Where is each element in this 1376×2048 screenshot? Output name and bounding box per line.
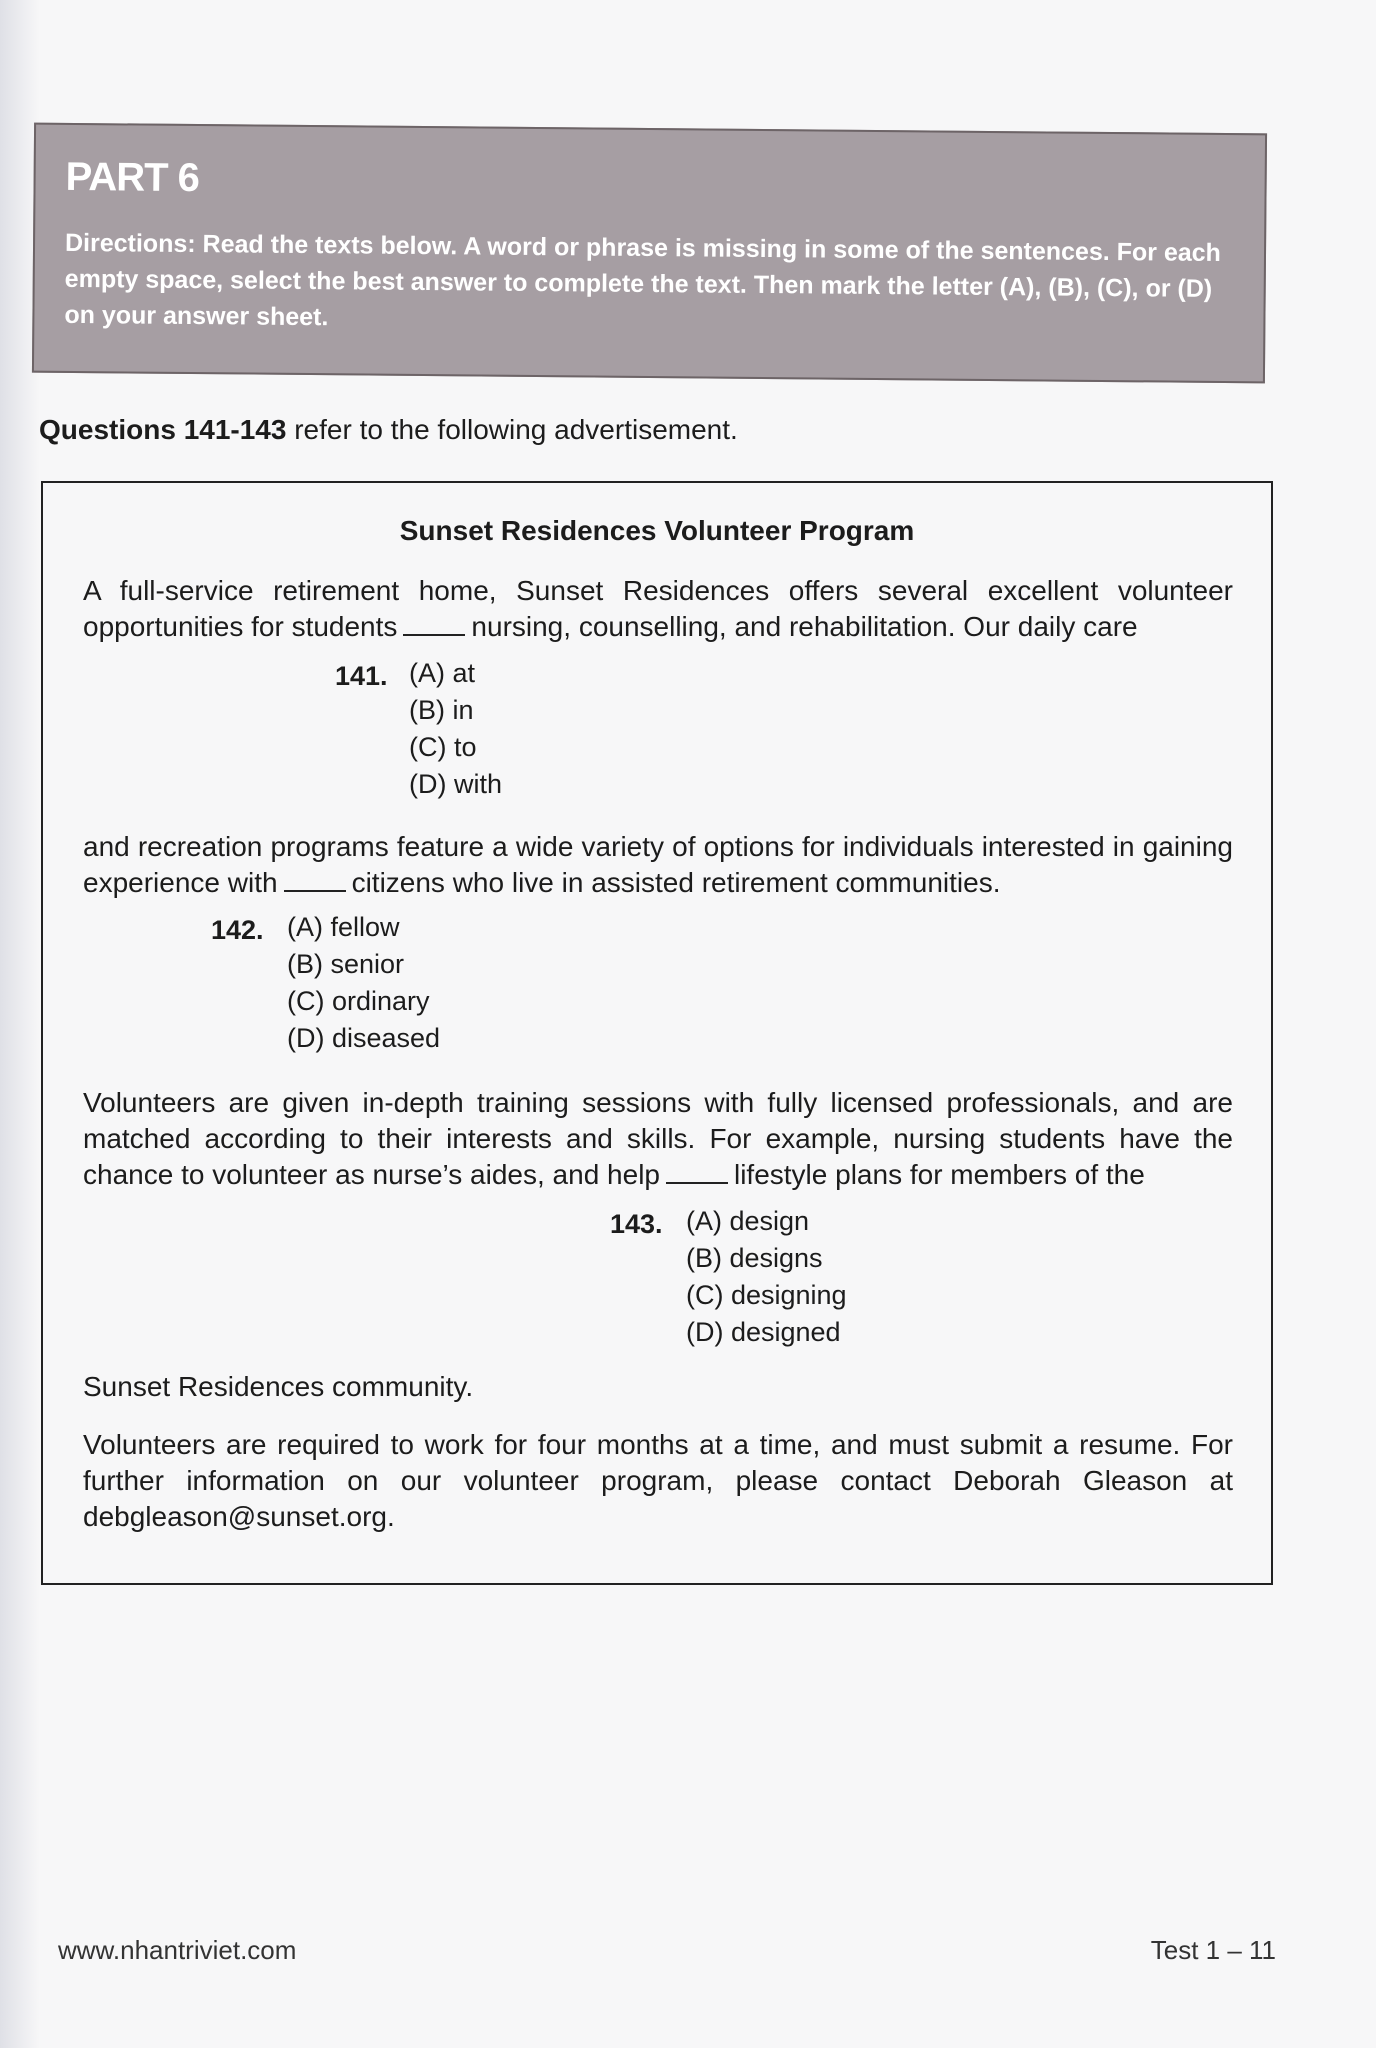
ad-title: Sunset Residences Volunteer Program <box>399 515 915 546</box>
option-d[interactable]: (D) with <box>409 769 502 799</box>
blank-141 <box>403 634 465 636</box>
p2-text: and recreation programs feature a wide variety of options for individuals interested in gaining experience with <box>83 831 1233 898</box>
part-title: PART 6 <box>65 154 200 201</box>
question-142-options <box>287 909 440 1057</box>
directions-text: Read the texts below. A word or phrase is missing in some of the sentences. For each empty space, select the best answer to complete the text. Then mark the letter (A), (B), (C), or (D) on your answer sheet. <box>64 230 1222 332</box>
directions <box>64 225 1245 343</box>
paragraph-3 <box>83 1085 1233 1193</box>
page-number: Test 1 – 11 <box>1150 1935 1276 1965</box>
option-d[interactable]: (D) designed <box>686 1317 841 1347</box>
option-b[interactable]: (B) senior <box>287 949 405 979</box>
option-b[interactable]: (B) in <box>409 695 474 725</box>
option-b[interactable]: (B) designs <box>686 1243 823 1273</box>
option-a[interactable]: (A) at <box>409 658 476 688</box>
intro-text: refer to the following advertisement. <box>286 414 738 445</box>
option-c[interactable]: (C) designing <box>686 1280 847 1310</box>
question-141-options <box>409 655 502 803</box>
p1-text: A full-service retirement home, Sunset Residences offers several excellent volunteer opportunities for students <box>83 575 1233 642</box>
questions-intro <box>39 414 738 446</box>
question-number: 143. <box>610 1209 663 1239</box>
advertisement-box <box>41 481 1273 1585</box>
paragraph-1 <box>83 573 1233 645</box>
part-header <box>32 123 1267 384</box>
blank-143 <box>666 1182 728 1184</box>
footer-website: www.nhantriviet.com <box>58 1935 297 1965</box>
p3-text-cont: lifestyle plans for members of the <box>733 1159 1145 1190</box>
question-number: 142. <box>211 915 264 945</box>
paragraph-2 <box>83 829 1233 901</box>
question-143-options <box>686 1203 847 1351</box>
paragraph-4: Volunteers are required to work for four months at a time, and must submit a resume. For further information on our volunteer program, please contact Deborah Gleason at debgleason@sunset.org. <box>83 1429 1233 1532</box>
p3-text: Volunteers are given in-depth training sessions with fully licensed professionals, and are matched according to their interests and skills. For example, nursing students have the chance to volunteer as nurse’s aides, and help <box>83 1087 1233 1190</box>
paragraph-3-end: Sunset Residences community. <box>83 1371 474 1402</box>
option-d[interactable]: (D) diseased <box>287 1023 441 1053</box>
option-c[interactable]: (C) ordinary <box>287 986 430 1016</box>
p2-text-cont: citizens who live in assisted retirement communities. <box>351 867 1001 898</box>
option-c[interactable]: (C) to <box>409 732 477 762</box>
option-a[interactable]: (A) design <box>686 1206 810 1236</box>
blank-142 <box>284 890 346 892</box>
p1-text-cont: nursing, counselling, and rehabilitation. Our daily care <box>471 611 1138 642</box>
questions-range: Questions 141-143 <box>39 414 287 445</box>
question-number: 141. <box>335 661 388 691</box>
option-a[interactable]: (A) fellow <box>287 912 400 942</box>
directions-label: Directions: <box>64 228 196 259</box>
